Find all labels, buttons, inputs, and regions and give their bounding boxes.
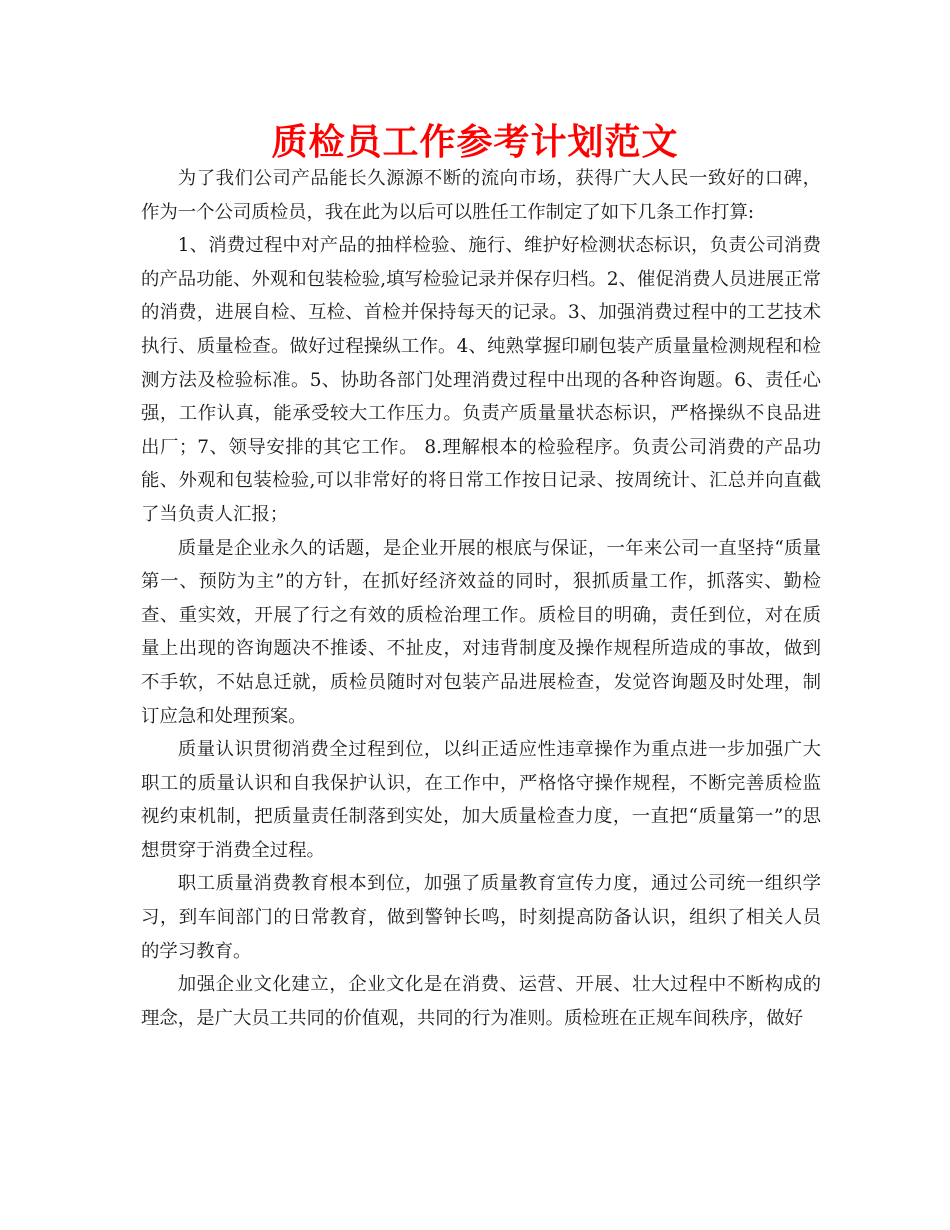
paragraph-corporate-culture: 加强企业文化建立，企业文化是在消费、运营、开展、壮大过程中不断构成的理念，是广大员工共同的价值观，共同的行为准则。质检班在正规车间秩序，做好 [141,974,821,1029]
paragraph-duties-list: 1、消费过程中对产品的抽样检验、施行、维护好检测状态标识，负责公司消费的产品功能、外观和包装检验,填写检验记录并保存归档。2、催促消费人员进展正常的消费，进展自检、互检、首检并保持每天的记录。3、加强消费过程中的工艺技术执行、质量检查。做好过程操纵工作。4、纯熟掌握印刷包装产质量量检测规程和检测方法及检验标准。5、协助各部门处理消费过程中出现的各种咨询题。6、责任心强，工作认真，能承受较大工作压力。负责产质量量状态标识，严格操纵不良品进出厂；7、领导安排的其它工作。 8.理解根本的检验程序。负责公司消费的产品功能、外观和包装检验,可以非常好的将日常工作按日记录、按周统计、汇总并向直截了当负责人汇报； [141,235,821,525]
paragraph-intro: 为了我们公司产品能长久源源不断的流向市场，获得广大人民一致好的口碑，作为一个公司质检员，我在此为以后可以胜任工作制定了如下几条工作打算: [141,168,821,223]
paragraph-quality-topic: 质量是企业永久的话题，是企业开展的根底与保证，一年来公司一直坚持“质量第一、预防为主”的方针，在抓好经济效益的同时，狠抓质量工作，抓落实、勤检查、重实效，开展了行之有效的质检治理工作。质检目的明确，责任到位，对在质量上出现的咨询题决不推诿、不扯皮，对违背制度及操作规程所造成的事故，做到不手软，不姑息迁就，质检员随时对包装产品进展检查，发觉咨询题及时处理，制订应急和处理预案。 [141,537,821,727]
document-title: 质检员工作参考计划范文 [271,122,679,163]
paragraph-quality-awareness: 质量认识贯彻消费全过程到位，以纠正适应性违章操作为重点进一步加强广大职工的质量认识和自我保护认识，在工作中，严格恪守操作规程，不断完善质检监视约束机制，把质量责任制落到实处，加大质量检查力度，一直把“质量第一”的思想贯穿于消费全过程。 [141,739,821,861]
paragraph-staff-education: 职工质量消费教育根本到位，加强了质量教育宣传力度，通过公司统一组织学习，到车间部门的日常教育，做到警钟长鸣，时刻提高防备认识，组织了相关人员的学习教育。 [141,873,821,962]
document-body [141,162,821,1035]
